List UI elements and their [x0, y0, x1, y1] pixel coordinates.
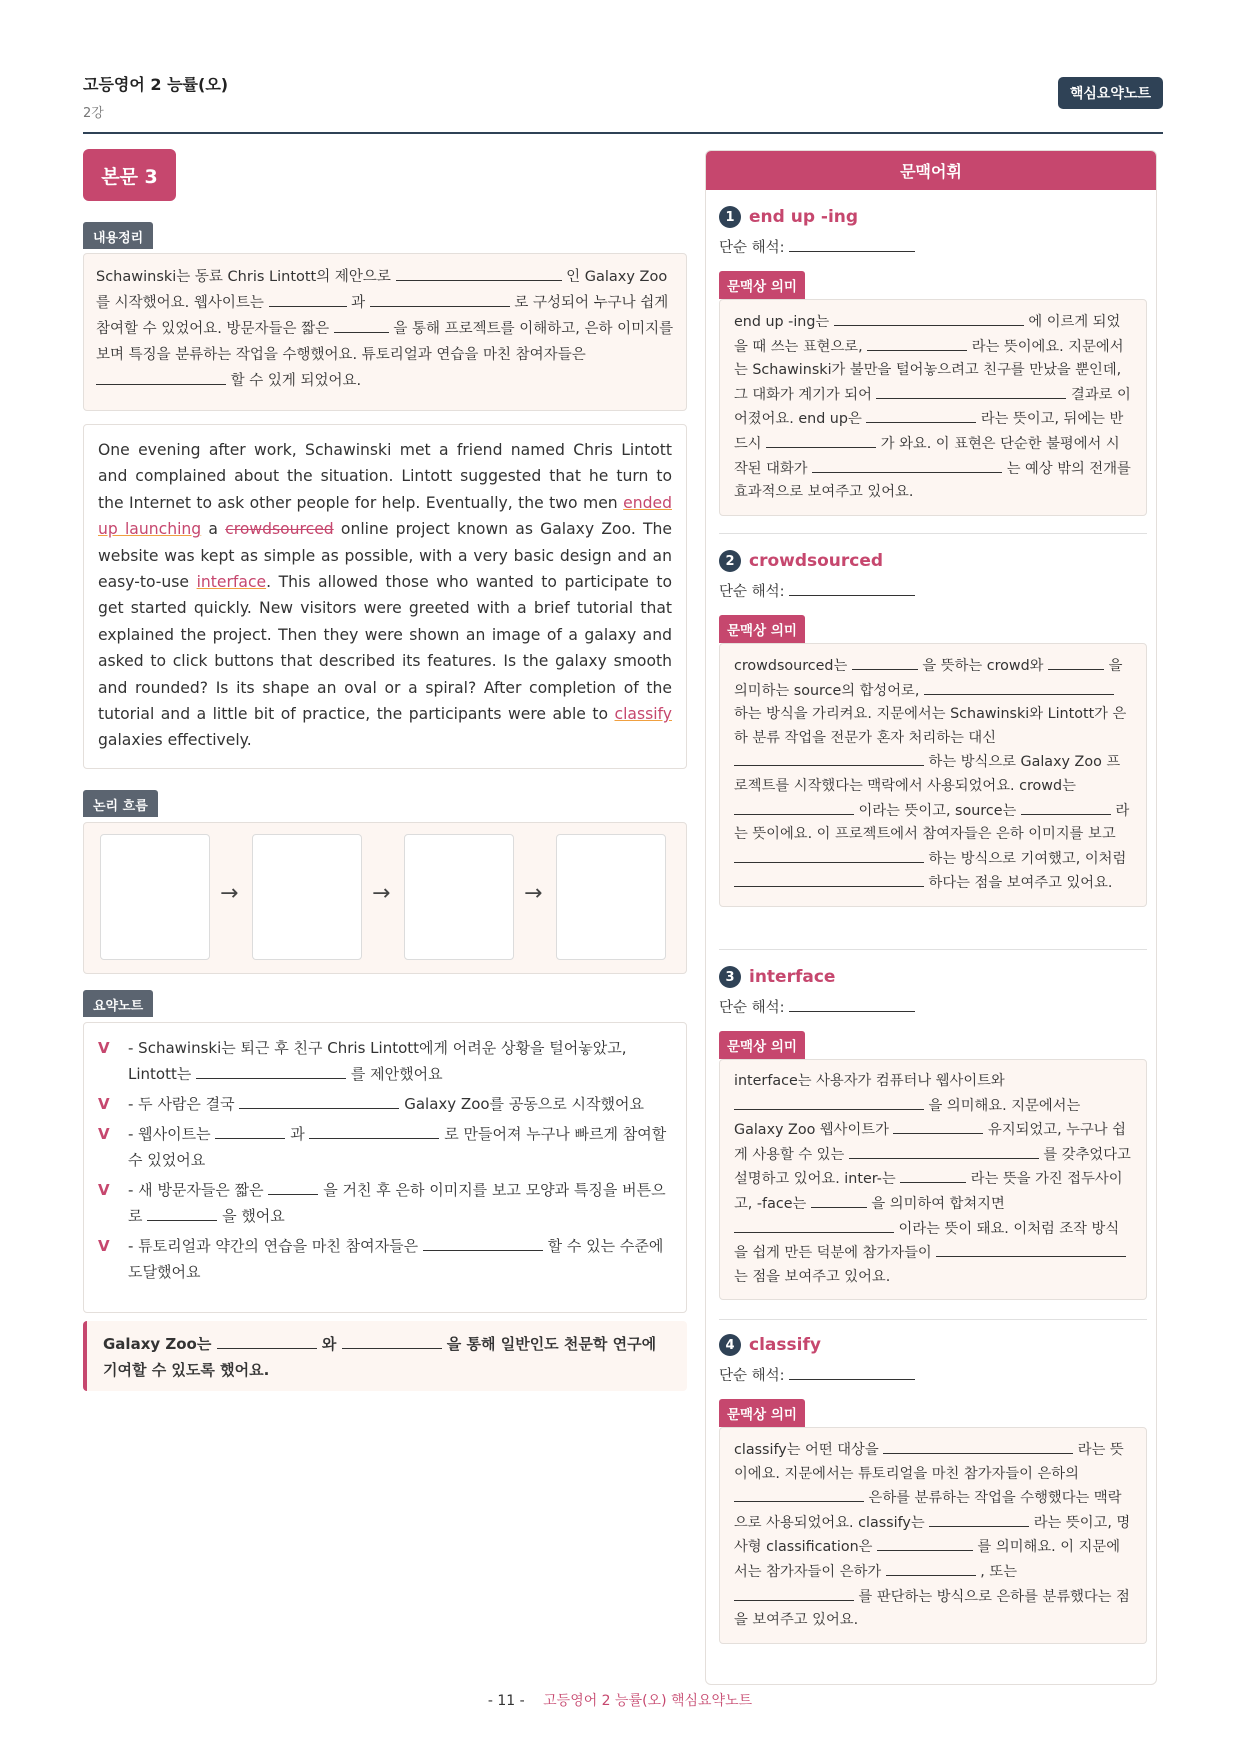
- context-text: 은하를 분류하는 작업을 수행했다는 맥락으로 사용되었어요. classify는: [734, 1490, 1122, 1531]
- simple-label: 단순 해석:: [719, 240, 785, 256]
- blank-field[interactable]: [789, 996, 915, 1012]
- context-vocab-title: 문맥어휘: [706, 151, 1156, 190]
- note-text: 할 수 있는 수준에 도달했어요: [128, 1237, 664, 1281]
- context-text: classify는 어떤 대상을: [734, 1442, 879, 1458]
- blank-field[interactable]: [734, 1585, 854, 1601]
- conclusion-text: 와: [321, 1335, 337, 1353]
- blank-field[interactable]: [217, 1333, 317, 1349]
- context-text: 결과로 이어졌어요. end up은: [734, 386, 1131, 428]
- flow-box: [83, 822, 687, 974]
- notes-box: [83, 1022, 687, 1313]
- blank-field[interactable]: [342, 1333, 442, 1349]
- note-item: [98, 1233, 672, 1285]
- page-footer: [0, 1690, 1240, 1710]
- blank-field[interactable]: [834, 310, 1024, 326]
- check-icon: V: [98, 1039, 110, 1057]
- context-meaning-box: [719, 299, 1147, 516]
- simple-label: 단순 해석:: [719, 584, 785, 600]
- context-meaning-box: [719, 643, 1147, 907]
- blank-field[interactable]: [423, 1235, 543, 1251]
- blank-field[interactable]: [96, 369, 226, 385]
- arrow-right-icon: →: [372, 881, 391, 906]
- blank-field[interactable]: [867, 335, 967, 351]
- context-text: 라는 뜻을 가진 접두사이고, -face는: [734, 1171, 1123, 1212]
- context-text: 는 점을 보여주고 있어요.: [734, 1268, 891, 1285]
- vocab-item-4: [719, 1331, 1147, 1644]
- note-text: - 새 방문자들은 짧은: [128, 1181, 264, 1199]
- blank-field[interactable]: [866, 407, 976, 423]
- context-text: 하다는 점을 보여주고 있어요.: [928, 875, 1113, 892]
- blank-field[interactable]: [370, 291, 510, 307]
- course-title: 고등영어 2 능률(오): [83, 75, 229, 94]
- blank-field[interactable]: [877, 1535, 973, 1551]
- note-type-badge: 핵심요약노트: [1058, 77, 1163, 109]
- blank-field[interactable]: [936, 1241, 1126, 1257]
- context-text: interface는 사용자가 컴퓨터나 웹사이트와: [734, 1073, 1005, 1089]
- context-text: 라는 뜻이에요. 이 프로젝트에서 참여자들은 은하 이미지를 보고: [734, 802, 1130, 843]
- context-text: 하는 방식으로 Galaxy Zoo 프로젝트를 시작했다는 맥락에서 사용되었어요. crowd는: [734, 754, 1121, 794]
- blank-field[interactable]: [811, 1192, 867, 1208]
- blank-field[interactable]: [789, 1364, 915, 1380]
- blank-field[interactable]: [734, 1217, 894, 1233]
- summary-text: 과: [351, 295, 366, 311]
- note-text: - 웹사이트는: [128, 1125, 211, 1143]
- flow-step-card[interactable]: [100, 834, 210, 960]
- context-text: 에 이르게 되었을 때 쓰는 표현으로,: [734, 314, 1121, 355]
- summary-text: 로 구성되어 누구나 쉽게 참여할 수 있었어요. 방문자들은 짧은: [96, 295, 669, 337]
- simple-label: 단순 해석:: [719, 1000, 785, 1016]
- note-text: 을 했어요: [222, 1207, 285, 1225]
- context-text: 을 의미해요. 지문에서는 Galaxy Zoo 웹사이트가: [734, 1097, 1081, 1139]
- context-meaning-label: 문맥상 의미: [719, 615, 805, 643]
- arrow-right-icon: →: [220, 881, 239, 906]
- simple-translation: [719, 579, 1147, 605]
- note-text: - 두 사람은 결국: [128, 1095, 235, 1113]
- flow-label: 논리 흐름: [83, 790, 158, 817]
- blank-field[interactable]: [924, 679, 1114, 695]
- passage-text: . This allowed those who wanted to participate to get started quickly. New visitors were greeted with a brief tutorial that explained the project. Then they were shown an image of a galaxy and asked to click buttons that described its features. Is the galaxy smooth and rounded? Is its shape an oval or a spiral? After completion of the tutorial and a little bit of practice, the participants were able to: [98, 573, 673, 724]
- check-icon: V: [98, 1125, 110, 1143]
- item-number: 4: [719, 1334, 741, 1356]
- flow-step-card[interactable]: [556, 834, 666, 960]
- conclusion-text: Galaxy Zoo는: [103, 1335, 212, 1353]
- passage-text: online project known as Galaxy Zoo. The website was kept as simple as possible, with a very basic design and an easy-to-use: [98, 520, 672, 592]
- blank-field[interactable]: [789, 580, 915, 596]
- arrow-right-icon: →: [524, 881, 543, 906]
- context-text: 하는 방식을 가리켜요. 지문에서는 Schawinski와 Lintott가 은하 분류 작업을 전문가 혼자 처리하는 대신: [734, 706, 1127, 746]
- simple-translation: [719, 1363, 1147, 1389]
- lesson-tag: 본문 3: [83, 149, 176, 201]
- context-text: 유지되었고, 누구나 쉽게 사용할 수 있는: [734, 1122, 1126, 1163]
- blank-field[interactable]: [886, 1560, 976, 1576]
- blank-field[interactable]: [269, 291, 347, 307]
- blank-field[interactable]: [893, 1118, 983, 1134]
- context-text: 을 뜻하는 crowd와: [922, 658, 1044, 674]
- check-icon: V: [98, 1095, 110, 1113]
- note-text: Galaxy Zoo를 공동으로 시작했어요: [404, 1095, 644, 1113]
- item-number: 1: [719, 206, 741, 228]
- flow-step-card[interactable]: [404, 834, 514, 960]
- blank-field[interactable]: [852, 654, 918, 670]
- summary-text: 인 Galaxy Zoo를 시작했어요. 웹사이트는: [96, 269, 668, 311]
- blank-field[interactable]: [883, 1438, 1073, 1454]
- context-meaning-box: [719, 1427, 1147, 1644]
- note-text: 로 만들어져 누구나 빠르게 참여할 수 있었어요: [128, 1125, 667, 1169]
- context-meaning-box: [719, 1059, 1147, 1300]
- blank-field[interactable]: [876, 383, 1066, 399]
- context-meaning-label: 문맥상 의미: [719, 1399, 805, 1427]
- page-number: - 11 -: [487, 1693, 525, 1709]
- vocab-word: classify: [749, 1335, 821, 1355]
- context-text: 라는 뜻이에요. 지문에서는 Schawinski가 불만을 털어놓으려고 친구를 만났을 뿐인데, 그 대화가 계기가 되어: [734, 338, 1124, 403]
- vocab-word: interface: [749, 967, 836, 987]
- context-text: 를 갖추었다고 설명하고 있어요. inter-는: [734, 1146, 1131, 1188]
- context-meaning-label: 문맥상 의미: [719, 1031, 805, 1059]
- check-icon: V: [98, 1181, 110, 1199]
- blank-field[interactable]: [734, 799, 854, 815]
- vocab-item-2: [719, 547, 1147, 907]
- context-text: 라는 뜻이고, 뒤에는 반드시: [734, 411, 1124, 452]
- blank-field[interactable]: [147, 1205, 217, 1221]
- blank-field[interactable]: [849, 1143, 1039, 1159]
- blank-field[interactable]: [734, 847, 924, 863]
- note-text: - 튜토리얼과 약간의 연습을 마친 참여자들은: [128, 1237, 419, 1255]
- context-text: 라는 뜻이고, 명사형 classification은: [734, 1514, 1131, 1556]
- summary-text: 할 수 있게 되었어요.: [230, 373, 362, 389]
- context-text: 를 의미해요. 이 지문에서는 참가자들이 은하가: [734, 1539, 1121, 1580]
- context-text: end up -ing는: [734, 314, 830, 330]
- passage-box: [83, 424, 687, 769]
- blank-field[interactable]: [734, 1486, 864, 1502]
- context-vocab-panel: [705, 150, 1157, 1685]
- item-number: 2: [719, 550, 741, 572]
- passage-text: a: [208, 520, 218, 539]
- note-item: [98, 1121, 672, 1173]
- blank-field[interactable]: [239, 1093, 399, 1109]
- context-text: 하는 방식으로 기여했고, 이처럼: [928, 850, 1127, 867]
- footer-title: 고등영어 2 능률(오) 핵심요약노트: [543, 1693, 753, 1709]
- simple-translation: [719, 235, 1147, 261]
- context-text: 는 예상 밖의 전개를 효과적으로 보여주고 있어요.: [734, 460, 1131, 501]
- blank-field[interactable]: [789, 236, 915, 252]
- context-text: 가 와요. 이 표현은 단순한 불평에서 시작된 대화가: [734, 435, 1120, 477]
- blank-field[interactable]: [334, 317, 389, 333]
- simple-translation: [719, 995, 1147, 1021]
- blank-field[interactable]: [734, 1094, 924, 1110]
- context-meaning-label: 문맥상 의미: [719, 271, 805, 299]
- summary-text: 을 통해 프로젝트를 이해하고, 은하 이미지를 보며 특징을 분류하는 작업을 수행했어요. 튜토리얼과 연습을 마친 참여자들은: [96, 321, 674, 363]
- divider: [719, 949, 1147, 950]
- vocab-word: crowdsourced: [749, 551, 884, 571]
- vocab-highlight: interface: [196, 573, 267, 592]
- vocab-item-1: [719, 203, 1147, 516]
- blank-field[interactable]: [900, 1167, 966, 1183]
- context-text: 을 의미하여 합쳐지면: [871, 1195, 1005, 1212]
- blank-field[interactable]: [196, 1063, 346, 1079]
- passage-text: One evening after work, Schawinski met a friend named Chris Lintott and complained about the situation. Lintott suggested that he turn to the Internet to ask other people for help. Eventually, the two men: [98, 441, 672, 512]
- vocab-highlight: ended up launching: [98, 493, 672, 539]
- blank-field[interactable]: [734, 871, 924, 887]
- blank-field[interactable]: [215, 1123, 285, 1139]
- item-number: 3: [719, 966, 741, 988]
- note-item: [98, 1091, 672, 1117]
- summary-box: [83, 253, 687, 411]
- context-text: 이라는 뜻이 돼요. 이처럼 조작 방식을 쉽게 만든 덕분에 참가자들이: [734, 1220, 1120, 1262]
- note-item: [98, 1035, 672, 1087]
- context-text: 이라는 뜻이고, source는: [858, 802, 1017, 819]
- notes-label: 요약노트: [83, 990, 153, 1017]
- blank-field[interactable]: [1021, 799, 1111, 815]
- context-text: 라는 뜻이에요. 지문에서는 튜토리얼을 마친 참가자들이 은하의: [734, 1442, 1124, 1482]
- check-icon: V: [98, 1237, 110, 1255]
- vocab-highlight: classify: [614, 705, 672, 724]
- vocab-item-3: [719, 963, 1147, 1300]
- passage-text: galaxies effectively.: [98, 731, 252, 750]
- note-text: 과: [290, 1125, 305, 1143]
- note-text: 을 거친 후 은하 이미지를 보고 모양과 특징을 버튼으로: [128, 1181, 666, 1225]
- blank-field[interactable]: [309, 1123, 439, 1139]
- blank-field[interactable]: [734, 750, 924, 766]
- page-header: [83, 70, 1163, 134]
- context-text: 을 의미하는 source의 합성어로,: [734, 658, 1123, 699]
- summary-label: 내용정리: [83, 222, 153, 249]
- note-item: [98, 1177, 672, 1229]
- conclusion-text: 을 통해 일반인도 천문학 연구에 기여할 수 있도록 했어요.: [103, 1335, 657, 1379]
- blank-field[interactable]: [766, 432, 876, 448]
- divider: [719, 1319, 1147, 1320]
- blank-field[interactable]: [812, 457, 1002, 473]
- flow-step-card[interactable]: [252, 834, 362, 960]
- blank-field[interactable]: [929, 1511, 1029, 1527]
- divider: [719, 533, 1147, 534]
- context-text: 를 판단하는 방식으로 은하를 분류했다는 점을 보여주고 있어요.: [734, 1588, 1130, 1629]
- vocab-highlight: crowdsourced: [225, 520, 334, 539]
- note-text: 를 제안했어요: [350, 1065, 443, 1083]
- blank-field[interactable]: [396, 265, 562, 281]
- context-text: crowdsourced는: [734, 658, 848, 674]
- context-text: , 또는: [980, 1563, 1018, 1580]
- lesson-number: 2강: [83, 106, 104, 121]
- simple-label: 단순 해석:: [719, 1368, 785, 1384]
- vocab-word: end up -ing: [749, 207, 859, 227]
- conclusion-box: [83, 1321, 687, 1391]
- note-text: - Schawinski는 퇴근 후 친구 Chris Lintott에게 어려운 상황을 털어놓았고, Lintott는: [128, 1039, 627, 1083]
- summary-text: Schawinski는 동료 Chris Lintott의 제안으로: [96, 269, 391, 285]
- blank-field[interactable]: [1048, 654, 1104, 670]
- blank-field[interactable]: [268, 1179, 318, 1195]
